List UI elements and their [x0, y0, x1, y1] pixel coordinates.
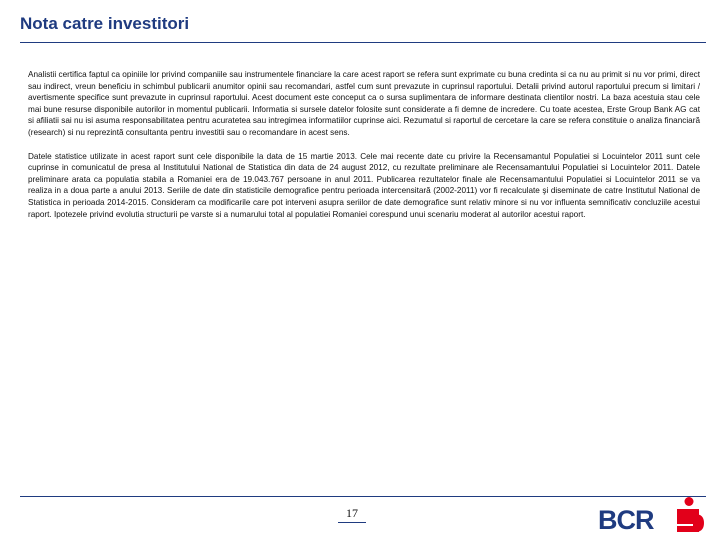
disclaimer-paragraph-statistics: Datele statistice utilizate in acest raport sunt cele disponibile la data de 15 martie 2013. Cele mai recente date cu privire la Recensamantul Populatiei si Locuintelor 2011 sunt cele cuprinse in comunicatul de presa al Institutului National de Statistica din data de 24 august 2012, cu rezultate preliminare ale Recensamantului Populatiei si Locuintelor 2011. Datele preliminare arata ca populatia stabila a Romaniei era de 19.043.767 persoane in anul 2011. Publicarea rezultatelor finale ale Recensamantului Populatiei si Locuintelor 2011 se va realiza in a doua parte a anului 2013. Seriile de date din statisticile demografice pentru perioada intercensitară (2002-2011) vor fi recalculate şi diseminate de catre Institutul National de Statistica in perioada 2014-2015. Consideram ca modificarile care pot interveni asupra seriilor de date demografice sunt relativ minore si nu vor influenta semnificativ concluziile acestui raport. Ipotezele privind evolutia structurii pe varste si a numarului total al populatiei Romaniei corespund unui scenariu moderat al autorilor acestui raport. [28, 151, 700, 219]
page-number-underline [338, 522, 366, 523]
bcr-logo [598, 496, 706, 536]
erste-s-icon [672, 496, 706, 536]
page-title: Nota catre investitori [20, 14, 190, 33]
bcr-logo-text: BCR [598, 505, 654, 535]
disclaimer-paragraph-analysts: Analistii certifica faptul ca opiniile lor privind companiile sau instrumentele financiare la care acest raport se refera sunt exprimate cu buna credinta si ca nu au primit si nu vor primi, direct sau indirect, vreun beneficiu in schimbul publicarii anumitor opinii sau recomandari, astfel cum sunt prevazute in cuprinsul raportului. Detalii privind autorul raportului precum si limitari / avertismente specifice sunt prevazute in cuprinsul raportului. Acest document este conceput ca o sursa suplimentara de informare destinata clientilor nostri. La baza acestuia stau cele mai bune resurse disponibile autorilor in momentul publicarii. Informatia si sursele datelor folosite sunt considerate a fi demne de incredere. Cu toate acestea, Erste Group Bank AG cat si afiliatii sai nu isi asuma responsabilitatea pentru acuratetea sau intregimea informatiilor cuprinse aici. Rezumatul si raportul de cercetare la care se refera constituie o analiza financiară (research) si nu reprezintă consultanta pentru investitii sau o recomandare in acest sens. [28, 70, 700, 137]
page-number: 17 [346, 506, 358, 520]
title-divider [20, 42, 706, 43]
disclaimer-body [28, 69, 700, 232]
